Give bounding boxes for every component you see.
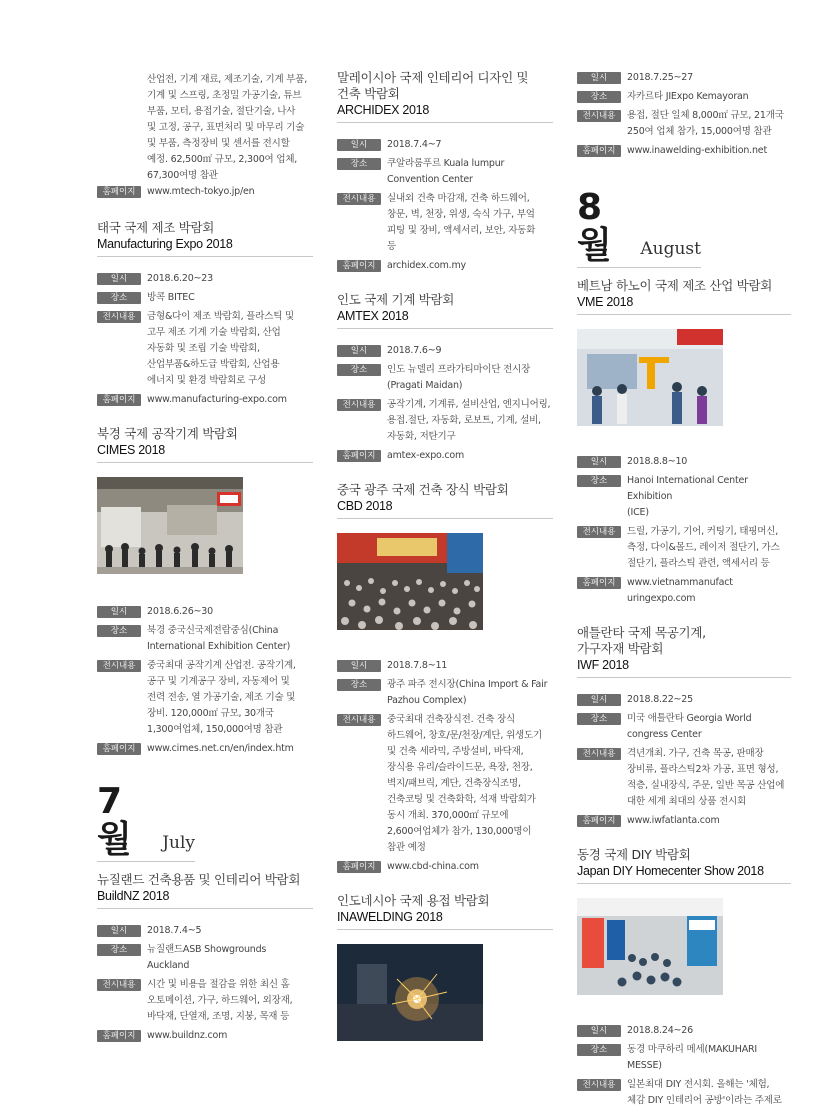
event-inawelding [337,893,553,1041]
event-vme [577,278,791,607]
event-manufacturing-expo [97,220,313,408]
homepage-row: 홈페이지 amtex-expo.com [337,448,553,464]
date-row: 일시 2018.7.8~11 [337,658,553,674]
homepage-link[interactable]: www.cbd-china.com [387,861,479,872]
date-row: 일시 2018.8.24~26 [577,1023,791,1039]
event-japan-diy [577,847,791,1109]
event-title: 인도 국제 기계 박람회 AMTEX 2018 [337,292,553,329]
exhibit-row: 전시내용 용접, 절단 일체 8,000㎡ 규모, 21개국 250여 업체 참가, 15,000여명 참관 [577,108,791,140]
event-title: 북경 국제 공작기계 박람회 CIMES 2018 [97,426,313,463]
date-row: 일시 2018.7.6~9 [337,343,553,359]
homepage-link[interactable]: www.inawelding-exhibition.net [627,145,767,156]
place-row: 장소 뉴질랜드ASB Showgrounds Auckland [97,942,313,974]
welding-photo [337,944,483,1041]
event-title: 태국 국제 제조 박람회 Manufacturing Expo 2018 [97,220,313,257]
diy-show-photo [577,898,723,995]
homepage-link[interactable]: archidex.com.my [387,260,466,271]
date-row: 일시 2018.7.4~7 [337,137,553,153]
homepage-row: 홈페이지 www.cimes.net.cn/en/index.htm [97,741,313,757]
cbd-crowd-photo [337,533,483,630]
exhibit-row: 전시내용 금형&다이 제조 박람회, 플라스틱 및 고무 제조 기계 기술 박람회, 산업 자동화 및 조립 기술 박람회, 산업부품&하도급 박람회, 산업용 에너지 및 환경 박람회로 구성 [97,309,313,389]
exhibit-row: 전시내용 드릴, 가공기, 기어, 커팅기, 태핑머신, 측정, 다이&몰드, 레이저 절단기, 가스 절단기, 플라스틱 관련, 액세서리 등 [577,524,791,572]
event-cbd [337,482,553,875]
exhibit-row: 전시내용 공작기계, 기계류, 설비산업, 엔지니어링, 용접.절단, 자동화, 로보트, 기계, 설비, 자동화, 저탄기구 [337,397,553,445]
homepage-row: 홈페이지 www.iwfatlanta.com [577,813,791,829]
place-row: 장소 자카르타 JIExpo Kemayoran [577,89,791,105]
place-row: 장소 쿠알라룸푸르 Kuala lumpur Convention Center [337,156,553,188]
event-inawelding-details [577,70,791,159]
vme-robot-booth-photo [577,329,723,426]
date-row: 일시 2018.8.8~10 [577,454,791,470]
intro-exhibit-text: 산업전, 기계 재료, 제조기술, 기계 부품, 기계 및 스프링, 초정밀 가공기술, 튜브 부품, 모터, 용접기술, 절단기술, 나사 및 고정, 공구, 표면처리 및 마무리 기술 및 부품, 측정장비 및 센서를 전시할 예정. 62,500㎡ 규모, 2,300여 업체, 67,300여명 참관 [147,74,308,181]
date-row: 일시 2018.6.26~30 [97,604,313,620]
intro-homepage-row [97,184,313,200]
date-row: 일시 2018.6.20~23 [97,271,313,287]
exhibit-row: 전시내용 일본최대 DIY 전시회. 올해는 '체험, 체감 DIY 인테리어 공방'이라는 주제로 [577,1077,791,1109]
exhibit-row: 전시내용 시간 및 비용을 절감을 위한 최신 홈 오토메이션, 가구, 하드웨어, 외장재, 바닥재, 단열재, 조명, 지붕, 목재 등 [97,977,313,1025]
date-row: 일시 2018.7.4~5 [97,923,313,939]
exhibit-row: 전시내용 격년개최. 가구, 건축 목공, 판매장 장비류, 플라스틱2차 가공, 표면 형성, 적층, 실내장식, 주문, 일반 목공 산업에 대한 세계 최대의 상품 전시회 [577,746,791,810]
place-row: 장소 미국 애틀란타 Georgia World congress Center [577,711,791,743]
month-heading-july: 7월 July [97,781,195,860]
place-row: 장소 Hanoi International Center Exhibition (ICE) [577,473,791,521]
event-buildnz [97,872,313,1044]
event-title: 동경 국제 DIY 박람회 Japan DIY Homecenter Show 2018 [577,847,791,884]
event-iwf [577,625,791,829]
column-1 [97,0,313,1054]
column-2 [337,70,553,1055]
homepage-badge: 홈페이지 [97,186,141,198]
event-title: 인도네시아 국제 용접 박람회 INAWELDING 2018 [337,893,553,930]
place-row: 장소 북경 중국신국제전람중심(China International Exhibition Center) [97,623,313,655]
homepage-row: 홈페이지 www.buildnz.com [97,1028,313,1044]
cimes-exhibition-hall-photo [97,477,243,574]
homepage-link[interactable]: amtex-expo.com [387,450,465,461]
homepage-link[interactable]: www.iwfatlanta.com [627,815,720,826]
exhibit-row: 전시내용 중국최대 건축장식전. 건축 장식 하드웨어, 창호/문/천장/계단, 위생도기 및 건축 세라믹, 주방설비, 바닥재, 장식용 유리/슬라이드문, 욕장, 천장, 벽지/패브릭, 계단, 건축장식조명, 건축코팅 및 건축화학, 석재 박람회가 동시 개최. 370,000㎡ 규모에 2,600여업체가 참가, 130,000명이 참관 예정 [337,712,553,856]
place-row: 장소 광주 파주 전시장(China Import & Fair Pazhou Complex) [337,677,553,709]
homepage-row: 홈페이지 www.vietnammanufact uringexpo.com [577,575,791,607]
month-heading-august: 8월 August [577,187,701,266]
column-3 [577,70,791,1119]
homepage-link[interactable]: www.buildnz.com [147,1030,228,1041]
exhibit-row: 전시내용 실내외 건축 마감재, 건축 하드웨어, 창문, 벽, 천장, 위생, 숙식 가구, 부엌 피팅 및 장비, 액세서리, 보안, 자동화 등 [337,191,553,255]
homepage-row: 홈페이지 archidex.com.my [337,258,553,274]
event-title: 말레이시아 국제 인테리어 디자인 및 건축 박람회 ARCHIDEX 2018 [337,70,553,123]
homepage-row: 홈페이지 www.manufacturing-expo.com [97,392,313,408]
event-title: 애틀란타 국제 목공기계, 가구자재 박람회 IWF 2018 [577,625,791,678]
homepage-link[interactable]: www.cimes.net.cn/en/index.htm [147,743,294,754]
homepage-row: 홈페이지 www.cbd-china.com [337,859,553,875]
event-title: 베트남 하노이 국제 제조 산업 박람회 VME 2018 [577,278,791,315]
place-row: 장소 동경 마쿠하리 메세(MAKUHARI MESSE) [577,1042,791,1074]
homepage-link[interactable]: www.mtech-tokyo.jp/en [147,186,255,197]
event-title: 중국 광주 국제 건축 장식 박람회 CBD 2018 [337,482,553,519]
place-row: 장소 방콕 BITEC [97,290,313,306]
event-title: 뉴질랜드 건축용품 및 인테리어 박람회 BuildNZ 2018 [97,872,313,909]
homepage-link[interactable]: www.vietnammanufact uringexpo.com [627,577,733,604]
date-row: 일시 2018.7.25~27 [577,70,791,86]
exhibit-row: 전시내용 중국최대 공작기계 산업전. 공작기계, 공구 및 기계공구 장비, 자동제어 및 전력 전송, 열 가공기술, 제조 기술 및 장비. 120,000㎡ 규모, 30개국 1,300여업체, 150,000여명 참관 [97,658,313,738]
event-archidex [337,70,553,274]
homepage-link[interactable]: www.manufacturing-expo.com [147,394,287,405]
place-row: 장소 인도 뉴델리 프라가티마이단 전시장 (Pragati Maidan) [337,362,553,394]
homepage-row: 홈페이지 www.inawelding-exhibition.net [577,143,791,159]
date-row: 일시 2018.8.22~25 [577,692,791,708]
event-cimes [97,426,313,757]
event-amtex [337,292,553,464]
